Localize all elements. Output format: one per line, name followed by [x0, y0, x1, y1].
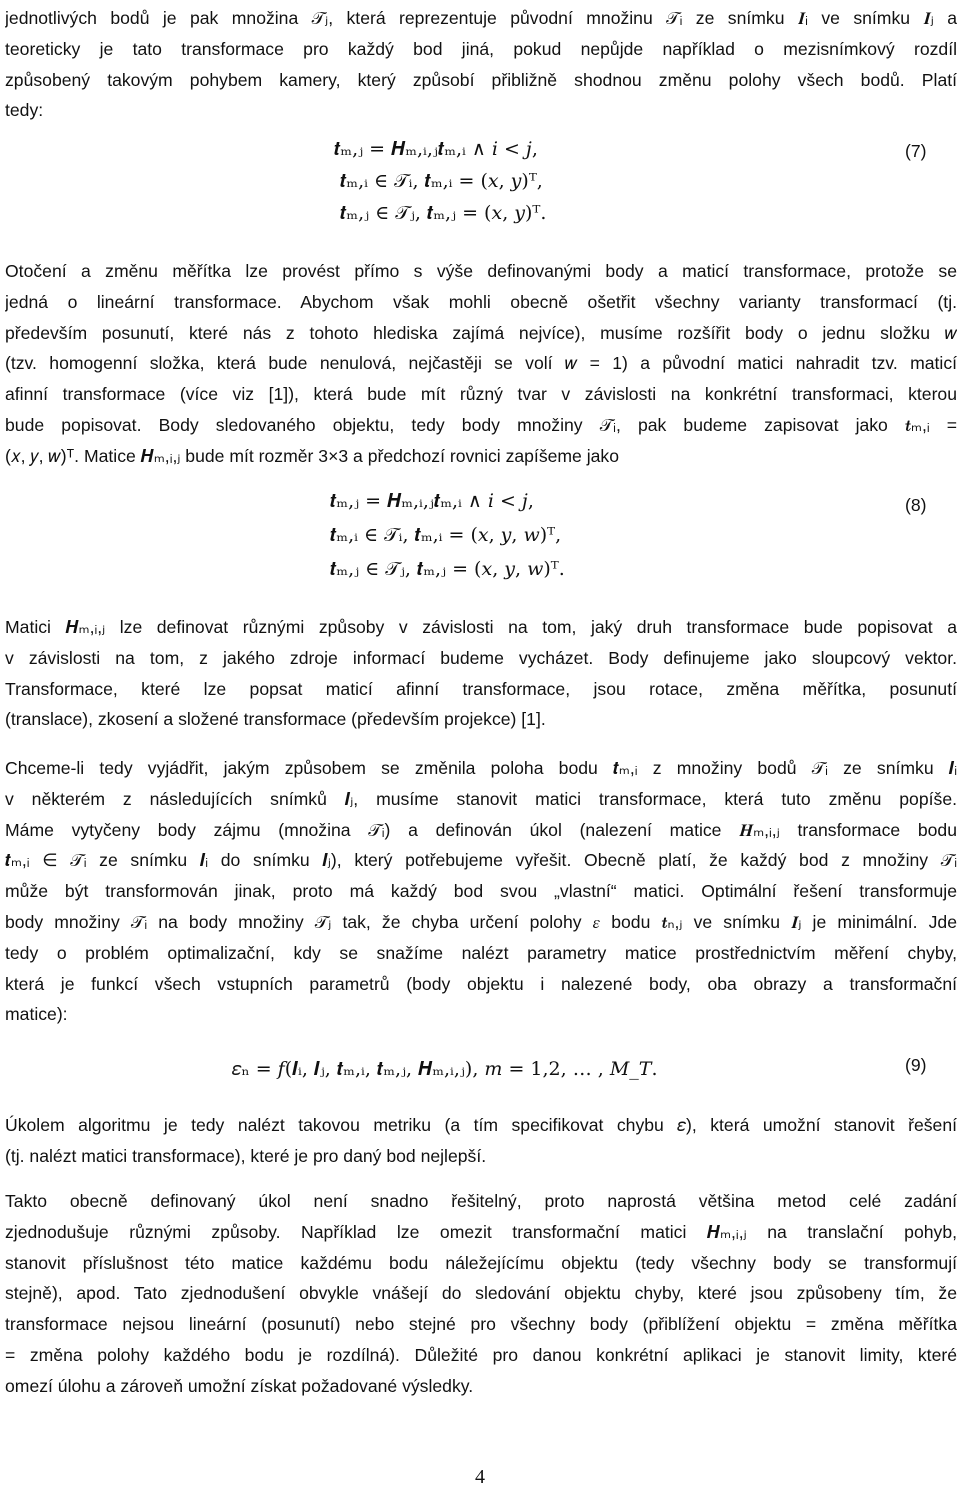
text-line: (translace), zkosení a složené transformace (především projekce) [1].	[5, 709, 546, 730]
text-line: body množiny 𝒯ᵢ na body množiny 𝒯ⱼ tak, že chyba určení polohy 𝜀 bodu 𝒕ₙ,ⱼ ve snímku 𝑰ⱼ je minimální. Jde	[5, 911, 957, 932]
text-line: která je funkcí všech vstupních parametrů (body objektu i nalezené body, oba obrazy a transformační	[5, 973, 957, 994]
paragraph-5	[5, 1110, 957, 1172]
text-line: způsobený takovým pohybem kamery, který způsobí přibližně shodnou změnu polohy všech bodů. Platí	[5, 69, 957, 90]
text-line: teoreticky je tato transformace pro každý bod jiná, pokud nepůjde například o mezisnímkový rozdíl	[5, 38, 957, 59]
text-line: stejně), apod. Tato zjednodušení obvykle vnášejí do sledování objektu chyby, které jsou způsobeny tím, že	[5, 1283, 957, 1304]
text-line: afinní transformace (více viz [1]), která bude mít různý tvar v závislosti na konkrétní transformaci, kterou	[5, 384, 957, 405]
text-line: matice):	[5, 1004, 68, 1025]
equation-line: 𝒕ₘ,ⱼ = 𝑯ₘ,ᵢ,ⱼ𝒕ₘ,ᵢ ∧ 𝑖 < 𝑗,	[334, 138, 538, 160]
text-line: Transformace, které lze popsat maticí afinní transformace, jsou rotace, změna měřítka, posunutí	[5, 678, 957, 699]
text-line: tedy o problém optimalizační, kdy se snažíme nalézt parametry matice prostřednictvím měření chyby,	[5, 942, 957, 963]
text-line: v závislosti na tom, z jakého zdroje informací budeme vycházet. Body definujeme jako sloupcový vektor.	[5, 647, 957, 668]
text-line: stanovit příslušnost této matice každému bodu náležejícímu objektu (tedy všechny body se transformují	[5, 1252, 957, 1273]
text-line: jednotlivých bodů je pak množina 𝒯ⱼ, která reprezentuje původní množinu 𝒯ᵢ ze snímku 𝑰ᵢ ve snímku 𝑰ⱼ a	[5, 8, 957, 28]
paragraph-6	[5, 1186, 957, 1402]
page-number: 4	[475, 1466, 485, 1488]
equation-line: 𝒕ₘ,ⱼ ∈ 𝒯ⱼ, 𝒕ₘ,ⱼ = (𝑥, 𝑦, 𝑤)ᵀ.	[330, 558, 565, 580]
text-line: především posunutí, které nás z tohoto hlediska zajímá nejvíce), musíme rozšířit body o jednu složku 𝑤	[5, 322, 957, 343]
text-line: zjednodušuje různými způsoby. Například lze omezit transformační matici 𝑯ₘ,ᵢ,ⱼ na translační pohyb,	[5, 1221, 957, 1242]
text-line: (tzv. homogenní složka, která bude nenulová, nejčastěji se volí 𝑤 = 1) a původní matici nahradit tzv. maticí	[5, 353, 957, 374]
paragraph-3	[5, 612, 957, 735]
paragraph-4	[5, 753, 957, 1030]
text-line: může být transformován jinak, proto má každý bod svou „vlastní“ matici. Optimální řešení transformuje	[5, 881, 957, 902]
text-line: tedy:	[5, 100, 44, 121]
paragraph-2	[5, 256, 957, 472]
text-line: = změna polohy každého bodu je rozdílná). Důležité pro danou konkrétní aplikaci je stanovit limity, které	[5, 1344, 957, 1365]
equation-line: 𝒕ₘ,ⱼ ∈ 𝒯ⱼ, 𝒕ₘ,ⱼ = (𝑥, 𝑦)ᵀ.	[340, 202, 547, 224]
text-line: 𝒕ₘ,ᵢ ∈ 𝒯ᵢ ze snímku 𝑰ᵢ do snímku 𝑰ⱼ), který potřebujeme vyřešit. Obecně platí, že každý bod z množiny 𝒯ᵢ	[5, 850, 957, 871]
text-line: Otočení a změnu měřítka lze provést přímo s výše definovanými body a maticí transformace, protože se	[5, 261, 957, 281]
equation-line: 𝒕ₘ,ⱼ = 𝑯ₘ,ᵢ,ⱼ𝒕ₘ,ᵢ ∧ 𝑖 < 𝑗,	[330, 490, 534, 512]
text-line: (tj. nalézt matici transformace), které je pro daný bod nejlepší.	[5, 1145, 487, 1166]
text-line: jedná o lineární transformace. Abychom však mohli obecně ošetřit všechny varianty transformací (tj.	[5, 291, 957, 312]
paragraph-1	[5, 3, 957, 126]
text-line: (𝑥, 𝑦, 𝑤)ᵀ. Matice 𝑯ₘ,ᵢ,ⱼ bude mít rozměr 3×3 a předchozí rovnici zapíšeme jako	[5, 445, 620, 466]
text-line: Máme vytyčeny body zájmu (množina 𝒯ᵢ) a definován úkol (nalezení matice 𝑯ₘ,ᵢ,ⱼ transformace bodu	[5, 819, 957, 840]
equation-number: (9)	[905, 1055, 927, 1075]
text-line: Úkolem algoritmu je tedy nalézt takovou metriku (a tím specifikovat chybu 𝜀), která umožní stanovit řešení	[5, 1115, 957, 1135]
text-line: Matici 𝑯ₘ,ᵢ,ⱼ lze definovat různými způsoby v závislosti na tom, jaký druh transformace bude popisovat a	[5, 617, 957, 637]
equation-number: (7)	[905, 141, 927, 161]
equation-line: 𝒕ₘ,ᵢ ∈ 𝒯ᵢ, 𝒕ₘ,ᵢ = (𝑥, 𝑦, 𝑤)ᵀ,	[330, 524, 562, 546]
text-line: bude popisovat. Body sledovaného objektu, tedy body množiny 𝒯ᵢ, pak budeme zapisovat jako 𝒕ₘ,ᵢ =	[5, 414, 957, 435]
text-line: Chceme-li tedy vyjádřit, jakým způsobem se změnila poloha bodu 𝒕ₘ,ᵢ z množiny bodů 𝒯ᵢ ze snímku 𝑰ᵢ	[5, 758, 957, 778]
equation-line: 𝒕ₘ,ᵢ ∈ 𝒯ᵢ, 𝒕ₘ,ᵢ = (𝑥, 𝑦)ᵀ,	[340, 170, 543, 192]
equation-number: (8)	[905, 495, 927, 515]
text-line: omezí úlohu a zároveň umožní získat požadované výsledky.	[5, 1375, 474, 1396]
text-line: Takto obecně definovaný úkol není snadno řešitelný, proto naprostá většina metod celé zadání	[5, 1191, 957, 1211]
equation-line: 𝜀ₙ = 𝑓(𝑰ᵢ, 𝑰ⱼ, 𝒕ₘ,ᵢ, 𝒕ₘ,ⱼ, 𝑯ₘ,ᵢ,ⱼ), 𝑚 = 1,2, … , 𝑀_𝑇.	[232, 1058, 658, 1080]
text-line: v některém z následujících snímků 𝑰ⱼ, musíme stanovit matici transformace, která tuto změnu popíše.	[5, 788, 957, 809]
text-line: transformace nejsou lineární (posunutí) nebo stejné pro všechny body (přiblížení objektu = změna měřítka	[5, 1314, 957, 1335]
